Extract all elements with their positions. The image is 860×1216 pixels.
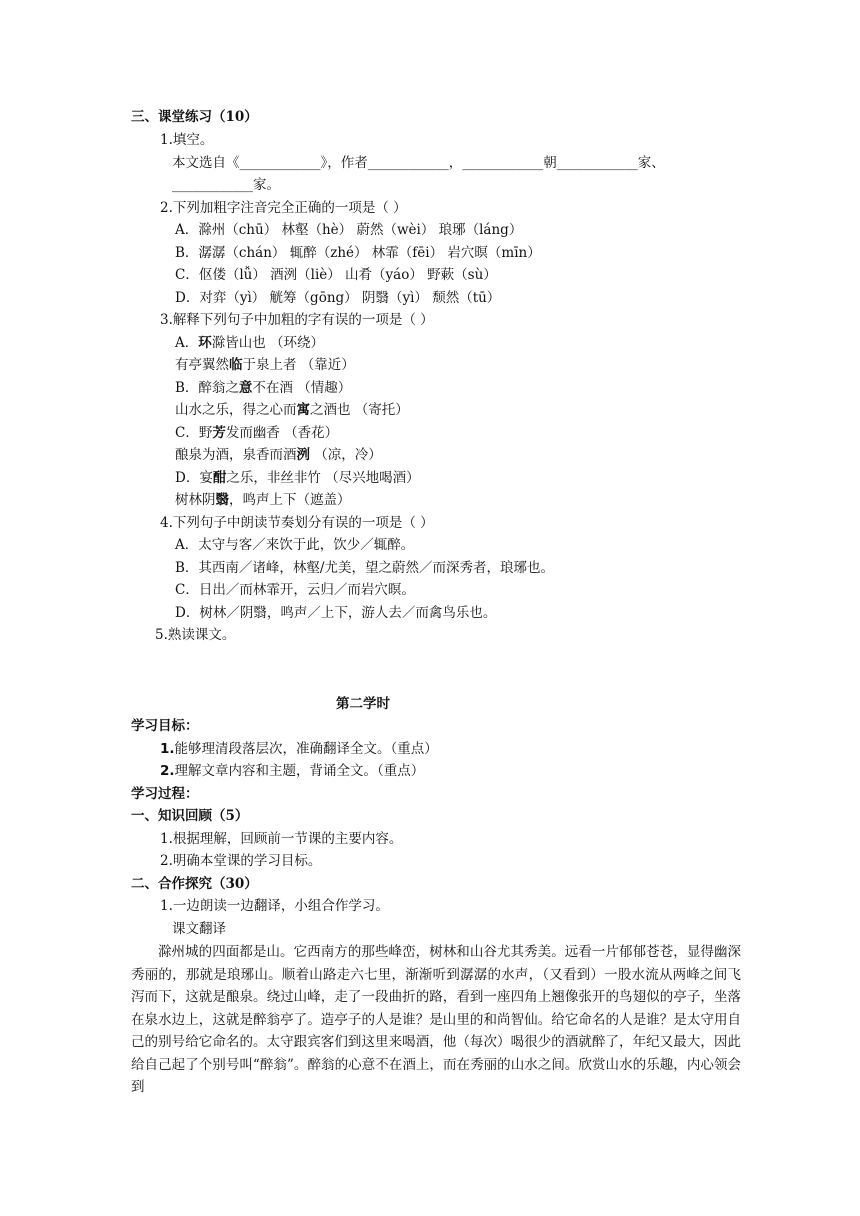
question-4-option-c: C．日出／而林霏开，云归／而岩穴暝。 [175, 582, 415, 598]
question-4-option-d: D．树林／阴翳，鸣声／上下，游人去／而禽鸟乐也。 [175, 605, 497, 621]
list-item: 2.明确本堂课的学习目标。 [160, 853, 322, 869]
goal-item: 1.能够理清段落层次，准确翻译全文。（重点） [160, 741, 438, 757]
question-4-option-b: B．其西南／诸峰，林壑/尤美，望之蔚然／而深秀者，琅琊也。 [175, 560, 554, 576]
list-item: 1.一边朗读一边翻译，小组合作学习。 [160, 898, 389, 914]
section-heading: 二、合作探究（30） [131, 876, 258, 892]
question-1-label: 1.填空。 [160, 132, 214, 148]
lesson-title: 第二学时 [336, 696, 390, 712]
question-3-line: C．野芳发而幽香 （香花） [175, 425, 339, 441]
question-3-line: 酿泉为酒，泉香而酒洌 （凉，冷） [175, 447, 382, 463]
question-2-option-a: A．滁州（chū） 林壑（hè） 蔚然（wèi） 琅琊（láng） [175, 222, 523, 238]
process-label: 学习过程： [131, 786, 199, 802]
question-2-option-d: D．对弈（yì） 觥筹（gōng） 阴翳（yì） 颓然（tū） [175, 290, 501, 306]
section-heading: 一、知识回顾（5） [131, 808, 249, 824]
question-3-line: D．宴酣之乐，非丝非竹 （尽兴地喝酒） [175, 470, 420, 486]
question-5: 5.熟读课文。 [155, 627, 236, 643]
question-4-option-a: A．太守与客／来饮于此，饮少／辄醉。 [175, 537, 415, 553]
question-1-line-2: ____________家。 [172, 177, 280, 193]
question-2-stem: 2.下列加粗字注音完全正确的一项是（ ） [160, 200, 407, 216]
question-3-stem: 3.解释下列句子中加粗的字有误的一项是（ ） [160, 312, 434, 328]
goals-label: 学习目标： [131, 718, 199, 734]
list-item: 1.根据理解，回顾前一节课的主要内容。 [160, 831, 403, 847]
question-1-line-1: 本文选自《____________》，作者____________，____________朝____________家、 [172, 155, 665, 171]
question-2-option-b: B．潺潺（chán） 辄醉（zhé） 林霏（fēi） 岩穴暝（mīn） [175, 245, 541, 261]
section-heading: 三、课堂练习（10） [131, 109, 258, 125]
question-3-line: 有亭翼然临于泉上者 （靠近） [175, 357, 355, 373]
translation-label: 课文翻译 [172, 921, 226, 937]
goal-item: 2.理解文章内容和主题，背诵全文。（重点） [160, 763, 425, 779]
question-3-line: A．环滁皆山也 （环绕） [175, 335, 325, 351]
question-2-option-c: C．伛偻（lǚ） 酒洌（liè） 山肴（yáo） 野蔌（sù） [175, 267, 497, 283]
question-4-stem: 4.下列句子中朗读节奏划分有误的一项是（ ） [160, 515, 434, 531]
question-3-line: 山水之乐，得之心而寓之酒也 （寄托） [175, 402, 409, 418]
translation-paragraph: 滁州城的四面都是山。它西南方的那些峰峦，树林和山谷尤其秀美。远看一片郁郁苍苍，显得幽深秀丽的，那就是琅琊山。顺着山路走六七里，渐渐听到潺潺的水声，（又看到）一股水流从两峰之间飞泻而下，这就是酿泉。绕过山峰，走了一段曲折的路，看到一座四角上翘像张开的鸟翅似的亭子，坐落在泉水边上，这就是醉翁亭了。造亭子的人是谁？是山里的和尚智仙。给它命名的人是谁？是太守用自己的别号给它命名的。太守跟宾客们到这里来喝酒，他（每次）喝很少的酒就醉了，年纪又最大，因此给自己起了个别号叫“醉翁”。醉翁的心意不在酒上，而在秀丽的山水之间。欣赏山水的乐趣，内心领会到 [131, 944, 741, 1095]
question-3-line: 树林阴翳，鸣声上下（遮盖） [175, 492, 351, 508]
question-3-line: B．醉翁之意不在酒 （情趣） [175, 380, 352, 396]
